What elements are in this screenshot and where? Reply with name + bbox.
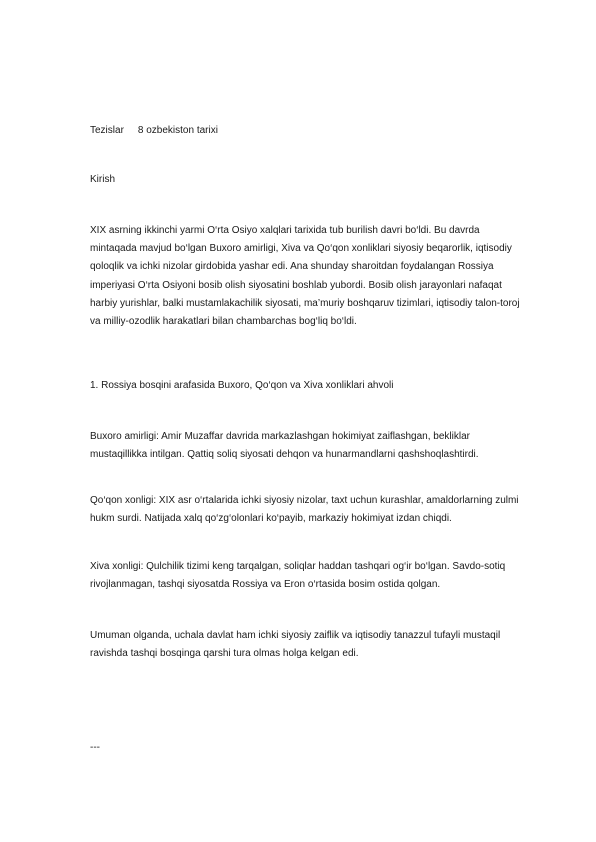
bukhara-paragraph: Buxoro amirligi: Amir Muzaffar davrida markazlashgan hokimiyat zaiflashgan, bekliklar mustaqillikka intilgan. Qattiq soliq siyosati dehqon va hunarmandlarni qashshoqlashtirdi.: [90, 431, 479, 461]
header-subject: 8 ozbekiston tarixi: [137, 125, 218, 136]
summary-paragraph: Umuman olganda, uchala davlat ham ichki siyosiy zaiflik va iqtisodiy tanazzul tufayli mustaqil ravishda tashqi bosqinga qarshi tura olmas holga kelgan edi.: [90, 630, 501, 660]
header-label: Tezislar: [90, 125, 124, 136]
intro-heading: Kirish: [90, 174, 116, 185]
khiva-paragraph: Xiva xonligi: Qulchilik tizimi keng tarqalgan, soliqlar haddan tashqari og‘ir bo‘lgan. Savdo-sotiq rivojlanmagan, tashqi siyosatda Rossiya va Eron o‘rtasida bosim ostida qolgan.: [90, 561, 506, 591]
section-1-heading: 1. Rossiya bosqini arafasida Buxoro, Qo‘qon va Xiva xonliklari ahvoli: [90, 380, 394, 391]
document-header: [90, 124, 218, 138]
kokand-paragraph: Qo‘qon xonligi: XIX asr o‘rtalarida ichki siyosiy nizolar, taxt uchun kurashlar, amaldorlarning zulmi hukm surdi. Natijada xalq qo‘zg‘olonlari ko‘payib, markaziy hokimiyat izdan chiqdi.: [90, 495, 519, 525]
section-separator: ---: [90, 742, 100, 753]
intro-paragraph: XIX asrning ikkinchi yarmi O‘rta Osiyo xalqlari tarixida tub burilish davri bo‘ldi. Bu davrda mintaqada mavjud bo‘lgan Buxoro amirligi, Xiva va Qo‘qon xonliklari siyosiy beqarorlik, iqtisodiy qoloqlik va ichki nizolar girdobida yashar edi. Ana shunday sharoitdan foydalangan Rossiya imperiyasi O‘rta Osiyoni bosib olish siyosatini boshlab yubordi. Bosib olish jarayonlari nafaqat harbiy yurishlar, balki mustamlakachilik siyosati, ma’muriy boshqaruv tizimlari, iqtisodiy talon-toroj va milliy-ozodlik harakatlari bilan chambarchas bog‘liq bo‘ldi.: [90, 225, 520, 328]
